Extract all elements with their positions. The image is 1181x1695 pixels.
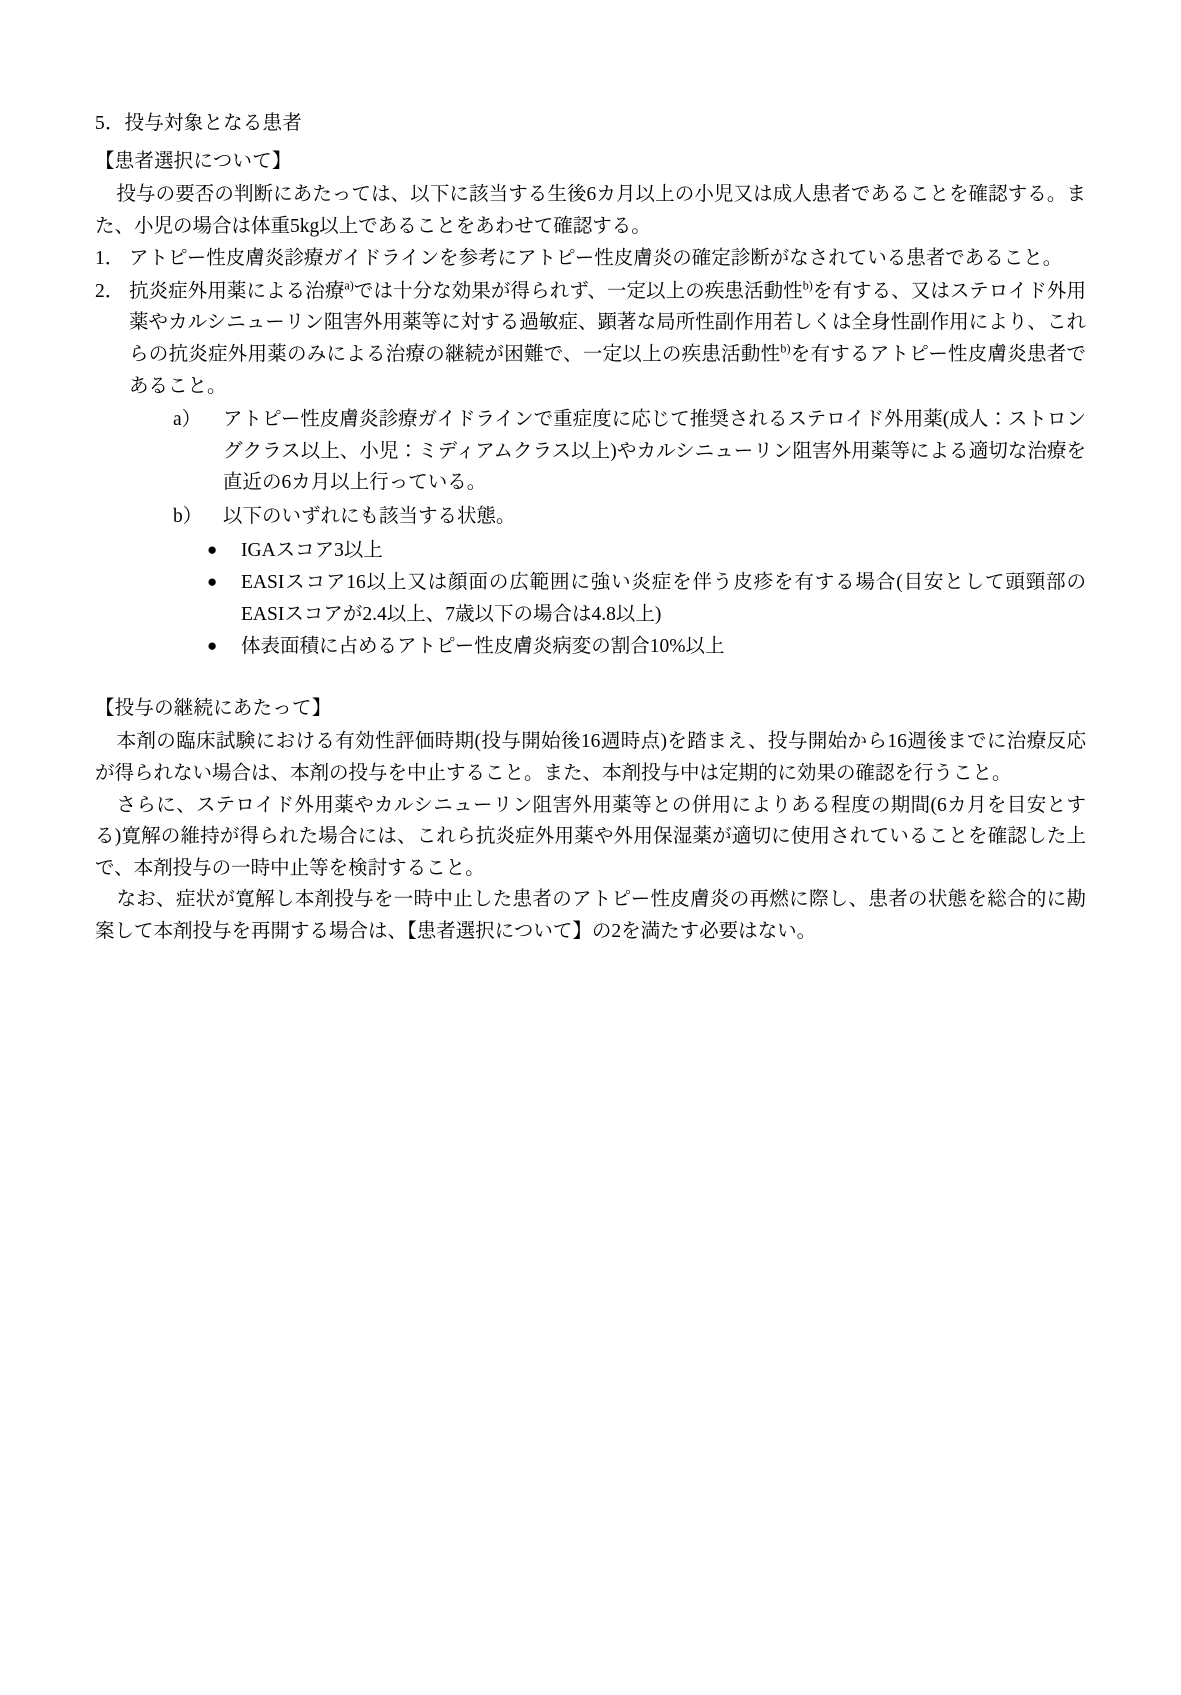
section-heading: [95, 108, 1086, 140]
bullet-dot-icon: ●: [207, 572, 218, 592]
continuation-paragraph-3: なお、症状が寛解し本剤投与を一時中止した患者のアトピー性皮膚炎の再燃に際し、患者の状態を総合的に勘案して本剤投与を再開する場合は、【患者選択について】の2を満たす必要はない。: [95, 889, 1086, 942]
list-item-text: IGAスコア3以上: [241, 539, 383, 561]
bullet-dot-icon: ●: [207, 636, 218, 656]
list-item: [207, 631, 1086, 663]
numbered-item-1: [95, 243, 1086, 275]
sub-item-a: [173, 404, 1086, 499]
numbered-item-2-text: [129, 276, 1086, 402]
list-item-text: 体表面積に占めるアトピー性皮膚炎病変の割合10%以上: [241, 636, 725, 658]
list-item-text: EASIスコア16以上又は顔面の広範囲に強い炎症を伴う皮疹を有する場合(目安として頭頸部のEASIスコアが2.4以上、7歳以下の場合は4.8以上): [241, 572, 1086, 625]
section-number: 5．: [95, 113, 125, 134]
sub-item-a-label: a）: [173, 409, 202, 431]
numbered-item-2-text-part3: を有する、又はステロイド外用薬やカルシニューリン阻害外用薬等に対する過敏症、顕著な局所性副作用若しくは全身性副作用により、これらの抗炎症外用薬のみによる治療の継続が困難で、一定以上の疾患活動性: [129, 280, 1086, 366]
footnote-ref-b-2: b): [780, 341, 791, 356]
numbered-item-2-text-part1: 抗炎症外用薬による治療: [129, 280, 345, 302]
patient-selection-heading: 【患者選択について】: [95, 150, 292, 172]
list-item: [207, 567, 1086, 630]
footnote-ref-a: a): [344, 278, 354, 293]
numbered-item-2-text-part2: では十分な効果が得られず、一定以上の疾患活動性: [353, 280, 803, 302]
numbered-item-2-text-part4: を有するアトピー性皮膚炎患者であること。: [129, 344, 1086, 397]
continuation-paragraph-2: さらに、ステロイド外用薬やカルシニューリン阻害外用薬等との併用によりある程度の期間(6カ月を目安とする)寛解の維持が得られた場合には、これら抗炎症外用薬や外用保湿薬が適切に使用されていることを確認した上で、本剤投与の一時中止等を検討すること。: [95, 794, 1086, 879]
bullet-dot-icon: ●: [207, 539, 218, 559]
numbered-item-1-text: アトピー性皮膚炎診療ガイドラインを参考にアトピー性皮膚炎の確定診断がなされている患者であること。: [129, 248, 1063, 270]
sub-item-a-text: アトピー性皮膚炎診療ガイドラインで重症度に応じて推奨されるステロイド外用薬(成人：ストロングクラス以上、小児：ミディアムクラス以上)やカルシニューリン阻害外用薬等による適切な治療を直近の6カ月以上行っている。: [223, 409, 1086, 494]
continuation-heading: 【投与の継続にあたって】: [95, 697, 332, 719]
numbered-item-2-number: 2．: [95, 280, 125, 302]
list-item: [207, 535, 1086, 567]
criteria-bullet-list: [95, 535, 1086, 663]
sub-item-b-text: 以下のいずれにも該当する状態。: [223, 505, 516, 527]
section-spacer: [95, 663, 1086, 693]
continuation-paragraph-1: 本剤の臨床試験における有効性評価時期(投与開始後16週時点)を踏まえ、投与開始から16週後までに治療反応が得られない場合は、本剤の投与を中止すること。また、本剤投与中は定期的に効果の確認を行うこと。: [95, 731, 1086, 784]
patient-selection-intro: 投与の要否の判断にあたっては、以下に該当する生後6カ月以上の小児又は成人患者であることを確認する。また、小児の場合は体重5kg以上であることをあわせて確認する。: [95, 184, 1086, 237]
footnote-ref-b-1: b): [802, 278, 813, 293]
numbered-item-1-number: 1．: [95, 248, 125, 270]
numbered-item-2: [95, 276, 1086, 402]
document-body: [95, 108, 1086, 947]
sub-item-b-label: b）: [173, 505, 203, 527]
sub-item-b: [173, 501, 1086, 533]
section-title-text: 投与対象となる患者: [124, 113, 302, 134]
